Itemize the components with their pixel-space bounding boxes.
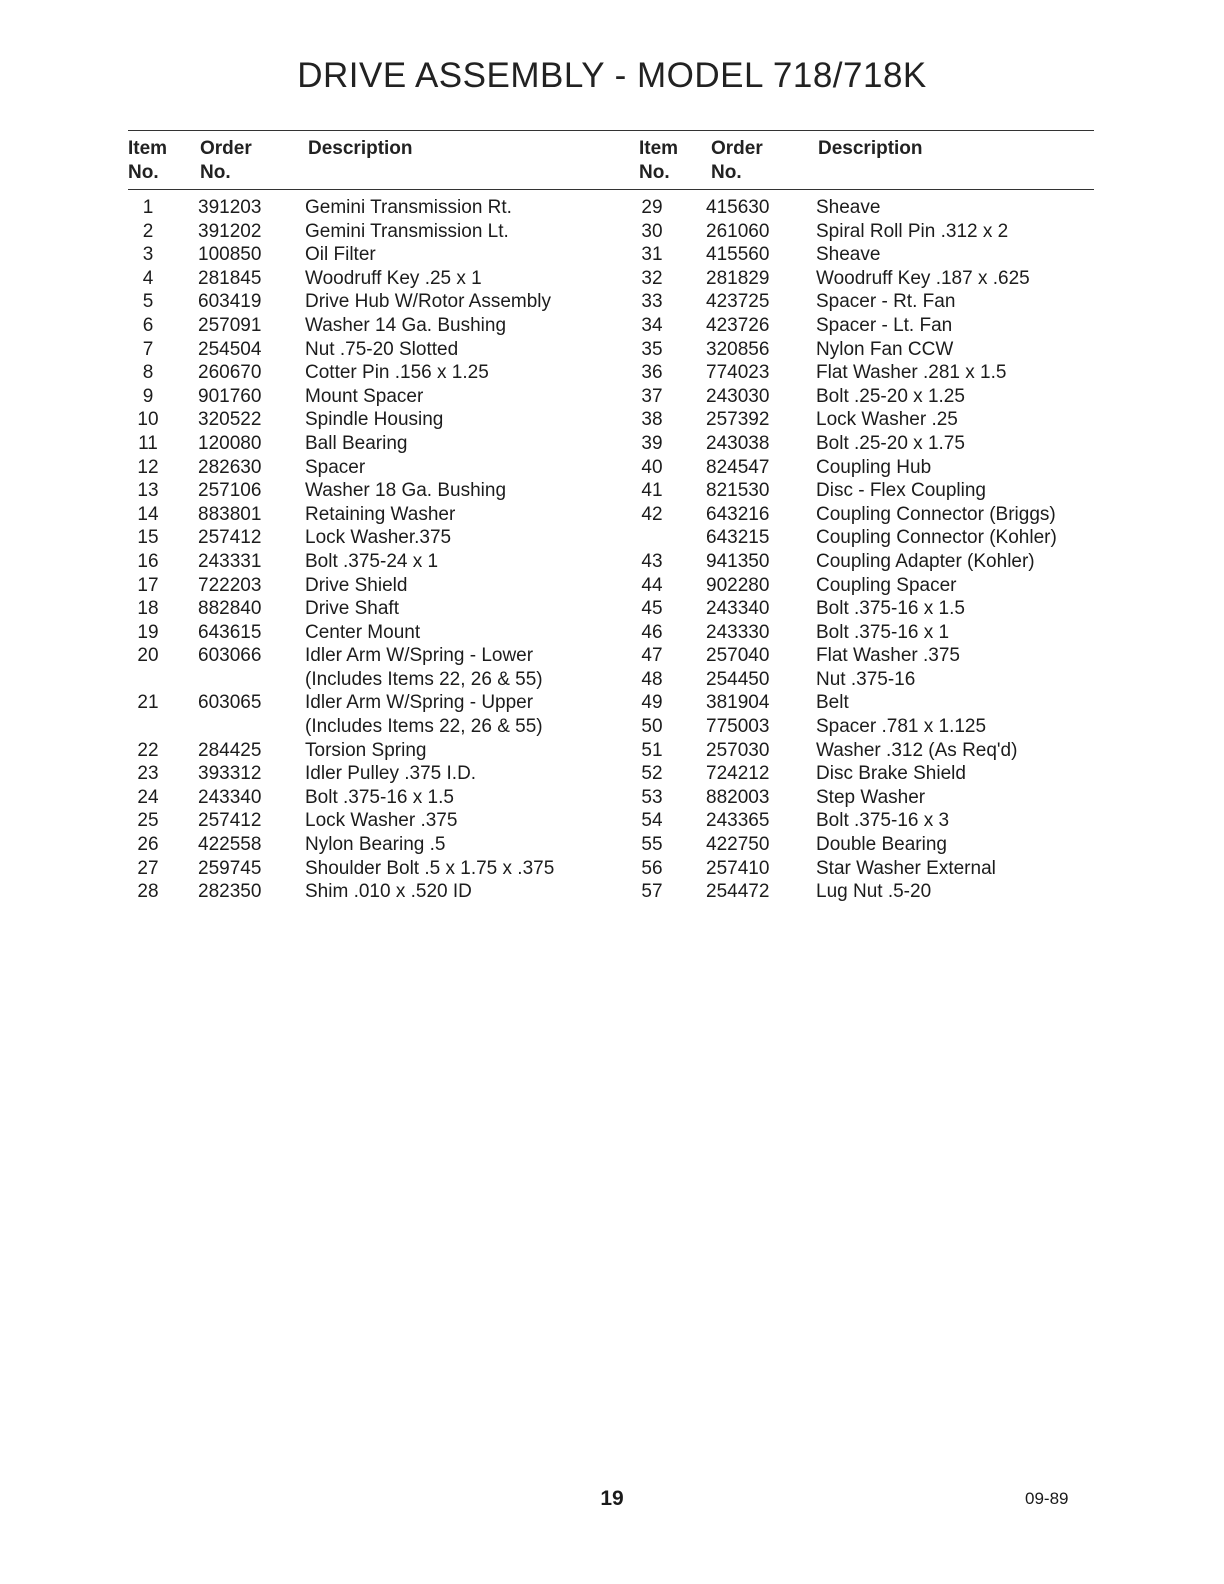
part-description: Spacer .781 x 1.125	[816, 716, 987, 738]
item-number: 27	[137, 857, 159, 879]
part-description: Belt	[816, 692, 849, 714]
table-header-rule	[128, 189, 1094, 190]
item-number: 30	[641, 220, 663, 242]
part-description: Idler Arm W/Spring - Lower	[305, 645, 534, 667]
item-number: 42	[641, 503, 663, 525]
part-description: Gemini Transmission Rt.	[305, 197, 512, 218]
table-row	[128, 220, 628, 244]
order-number: 902280	[706, 574, 770, 596]
item-number: 51	[641, 739, 663, 761]
part-description: Flat Washer .375	[816, 645, 960, 667]
part-description: Bolt .25-20 x 1.25	[816, 385, 965, 407]
order-number: 320522	[198, 409, 262, 431]
order-number: 643615	[198, 621, 262, 643]
item-number: 16	[137, 550, 159, 572]
table-row	[636, 290, 1096, 314]
item-number: 50	[641, 716, 663, 738]
part-description: Spacer	[305, 456, 366, 478]
table-row	[128, 361, 628, 385]
part-description: Sheave	[816, 197, 881, 218]
table-row	[636, 833, 1096, 857]
page-number: 19	[600, 1487, 624, 1510]
item-number: 45	[641, 598, 663, 620]
table-row	[128, 196, 628, 220]
header-order-no-right	[711, 137, 763, 185]
table-row	[636, 739, 1096, 763]
part-description: (Includes Items 22, 26 & 55)	[305, 716, 543, 738]
part-description: Lock Washer .375	[305, 810, 458, 832]
part-description: Coupling Adapter (Kohler)	[816, 550, 1035, 572]
header-no-label: No.	[128, 162, 159, 183]
part-description: Idler Arm W/Spring - Upper	[305, 692, 534, 714]
table-row	[636, 621, 1096, 645]
part-description: Ball Bearing	[305, 432, 408, 454]
order-number: 381904	[706, 692, 770, 714]
item-number: 52	[641, 763, 663, 785]
header-item-label: Item	[128, 138, 168, 159]
order-number: 257091	[198, 314, 262, 336]
item-number: 18	[137, 598, 159, 620]
item-number: 34	[641, 314, 663, 336]
table-row	[636, 361, 1096, 385]
order-number: 415560	[706, 244, 770, 266]
part-description: Coupling Hub	[816, 456, 932, 478]
item-number: 11	[138, 432, 158, 454]
item-number: 26	[137, 834, 159, 856]
item-number: 9	[142, 385, 154, 407]
table-row	[636, 597, 1096, 621]
table-row	[636, 479, 1096, 503]
header-item-no-left	[128, 137, 167, 185]
order-number: 393312	[198, 763, 262, 785]
table-row	[636, 432, 1096, 456]
part-description: Center Mount	[305, 621, 421, 643]
order-number: 100850	[198, 244, 262, 266]
part-description: Oil Filter	[305, 244, 376, 266]
table-row	[636, 243, 1096, 267]
part-description: Cotter Pin .156 x 1.25	[305, 362, 489, 384]
part-description: Nut .375-16	[816, 668, 916, 690]
item-number: 56	[641, 857, 663, 879]
order-number: 243340	[706, 598, 770, 620]
part-description: Bolt .25-20 x 1.75	[816, 432, 965, 454]
item-number: 44	[641, 574, 663, 596]
item-number: 38	[641, 409, 663, 431]
order-number: 243340	[198, 786, 262, 808]
order-number: 882003	[706, 786, 770, 808]
table-row	[128, 833, 628, 857]
order-number: 243365	[706, 810, 770, 832]
table-row	[128, 267, 628, 291]
item-number: 20	[137, 645, 159, 667]
order-number: 257412	[198, 527, 262, 549]
part-description: Sheave	[816, 244, 881, 266]
order-number: 257412	[198, 810, 262, 832]
order-number: 282630	[198, 456, 262, 478]
table-row	[128, 691, 628, 715]
header-description-label: Description	[818, 138, 923, 159]
item-number: 55	[641, 834, 663, 856]
table-row	[636, 408, 1096, 432]
part-description: Gemini Transmission Lt.	[305, 220, 509, 242]
order-number: 257040	[706, 645, 770, 667]
part-description: Star Washer External	[816, 857, 996, 879]
item-number: 24	[137, 786, 159, 808]
table-row	[636, 574, 1096, 598]
table-row	[128, 715, 628, 739]
header-no-label: No.	[200, 162, 231, 183]
item-number: 13	[137, 480, 159, 502]
item-number: 53	[641, 786, 663, 808]
part-description: Drive Hub W/Rotor Assembly	[305, 291, 552, 313]
part-description: Woodruff Key .25 x 1	[305, 267, 482, 289]
part-description: Coupling Connector (Briggs)	[816, 503, 1056, 525]
order-number: 774023	[706, 362, 770, 384]
table-row	[636, 809, 1096, 833]
part-description: Spacer - Lt. Fan	[816, 314, 953, 336]
item-number: 23	[137, 763, 159, 785]
part-description: Mount Spacer	[305, 385, 424, 407]
part-description: Drive Shield	[305, 574, 408, 596]
table-row	[128, 668, 628, 692]
order-number: 603066	[198, 645, 262, 667]
table-row	[128, 243, 628, 267]
item-number: 14	[137, 503, 159, 525]
part-description: Washer 14 Ga. Bushing	[305, 314, 507, 336]
part-description: Coupling Connector (Kohler)	[816, 527, 1057, 549]
item-number: 19	[137, 621, 159, 643]
item-number: 57	[641, 881, 663, 903]
order-number: 603419	[198, 291, 262, 313]
item-number: 6	[142, 314, 154, 336]
part-description: (Includes Items 22, 26 & 55)	[305, 668, 543, 690]
order-number: 901760	[198, 385, 262, 407]
table-row	[128, 314, 628, 338]
item-number: 37	[641, 385, 663, 407]
table-row	[636, 526, 1096, 550]
order-number: 254450	[706, 668, 770, 690]
header-order-no-left	[200, 137, 252, 185]
order-number: 415630	[706, 197, 770, 218]
table-row	[636, 644, 1096, 668]
header-description-left	[308, 137, 413, 161]
order-number: 259745	[198, 857, 262, 879]
table-row	[128, 526, 628, 550]
table-row	[128, 644, 628, 668]
part-description: Disc Brake Shield	[816, 763, 966, 785]
order-number: 257106	[198, 480, 262, 502]
order-number: 254472	[706, 881, 770, 903]
table-row	[636, 196, 1096, 220]
order-number: 320856	[706, 338, 770, 360]
part-description: Nut .75-20 Slotted	[305, 338, 459, 360]
part-description: Lock Washer.375	[305, 527, 452, 549]
item-number: 15	[137, 527, 159, 549]
header-item-no-right	[639, 137, 678, 185]
part-description: Step Washer	[816, 786, 926, 808]
item-number: 47	[641, 645, 663, 667]
part-description: Nylon Bearing .5	[305, 834, 446, 856]
item-number: 17	[137, 574, 159, 596]
part-description: Bolt .375-16 x 1	[816, 621, 950, 643]
table-row	[636, 385, 1096, 409]
item-number: 31	[641, 244, 663, 266]
order-number: 603065	[198, 692, 262, 714]
order-number: 257410	[706, 857, 770, 879]
table-row	[636, 220, 1096, 244]
header-no-label: No.	[711, 162, 742, 183]
part-description: Bolt .375-24 x 1	[305, 550, 439, 572]
order-number: 643215	[706, 527, 770, 549]
part-description: Nylon Fan CCW	[816, 338, 954, 360]
part-description: Flat Washer .281 x 1.5	[816, 362, 1007, 384]
table-row	[636, 338, 1096, 362]
table-row	[636, 668, 1096, 692]
table-row	[128, 479, 628, 503]
table-top-rule	[128, 130, 1094, 131]
item-number: 21	[137, 692, 159, 714]
table-row	[128, 550, 628, 574]
table-row	[636, 267, 1096, 291]
order-number: 243331	[198, 550, 262, 572]
part-description: Spiral Roll Pin .312 x 2	[816, 220, 1009, 242]
item-number: 43	[641, 550, 663, 572]
table-row	[128, 597, 628, 621]
order-number: 882840	[198, 598, 262, 620]
item-number: 32	[641, 267, 663, 289]
part-description: Disc - Flex Coupling	[816, 480, 986, 502]
part-description: Spindle Housing	[305, 409, 444, 431]
date-code: 09-89	[1025, 1489, 1069, 1508]
order-number: 821530	[706, 480, 770, 502]
item-number: 54	[641, 810, 663, 832]
order-number: 422750	[706, 834, 770, 856]
part-description: Shim .010 x .520 ID	[305, 881, 472, 903]
part-description: Torsion Spring	[305, 739, 427, 761]
table-row	[128, 503, 628, 527]
item-number: 10	[137, 409, 159, 431]
table-row	[128, 432, 628, 456]
item-number: 2	[142, 220, 154, 242]
part-description: Idler Pulley .375 I.D.	[305, 763, 477, 785]
order-number: 724212	[706, 763, 770, 785]
part-description: Lug Nut .5-20	[816, 881, 932, 903]
part-description: Washer .312 (As Req'd)	[816, 739, 1018, 761]
part-description: Washer 18 Ga. Bushing	[305, 480, 507, 502]
item-number: 1	[142, 197, 154, 218]
order-number: 824547	[706, 456, 770, 478]
table-row	[128, 786, 628, 810]
table-row	[128, 385, 628, 409]
header-item-label: Item	[639, 138, 679, 159]
item-number: 41	[641, 480, 663, 502]
part-description: Double Bearing	[816, 834, 947, 856]
item-number: 29	[641, 197, 663, 218]
table-row	[128, 338, 628, 362]
part-description: Woodruff Key .187 x .625	[816, 267, 1030, 289]
table-row	[128, 762, 628, 786]
order-number: 254504	[198, 338, 262, 360]
part-description: Lock Washer .25	[816, 409, 958, 431]
item-number: 22	[137, 739, 159, 761]
table-row	[636, 857, 1096, 881]
table-row	[128, 809, 628, 833]
header-description-right	[818, 137, 923, 161]
order-number: 261060	[706, 220, 770, 242]
order-number: 120080	[198, 432, 262, 454]
item-number: 36	[641, 362, 663, 384]
order-number: 775003	[706, 716, 770, 738]
table-row	[636, 691, 1096, 715]
table-row	[128, 621, 628, 645]
table-row	[636, 762, 1096, 786]
table-row	[636, 786, 1096, 810]
parts-list-left	[128, 196, 628, 904]
item-number: 5	[142, 291, 154, 313]
order-number: 243038	[706, 432, 770, 454]
item-number: 40	[641, 456, 663, 478]
part-description: Bolt .375-16 x 1.5	[816, 598, 965, 620]
order-number: 243330	[706, 621, 770, 643]
header-description-label: Description	[308, 138, 413, 159]
part-description: Drive Shaft	[305, 598, 399, 620]
table-row	[128, 574, 628, 598]
item-number: 28	[137, 881, 159, 903]
page-title: DRIVE ASSEMBLY - MODEL 718/718K	[297, 56, 927, 95]
item-number: 25	[137, 810, 159, 832]
order-number: 282350	[198, 881, 262, 903]
table-row	[636, 314, 1096, 338]
order-number: 257030	[706, 739, 770, 761]
table-row	[128, 408, 628, 432]
order-number: 722203	[198, 574, 262, 596]
table-row	[636, 715, 1096, 739]
order-number: 883801	[198, 503, 262, 525]
order-number: 284425	[198, 739, 262, 761]
order-number: 941350	[706, 550, 770, 572]
part-description: Spacer - Rt. Fan	[816, 291, 956, 313]
table-row	[636, 880, 1096, 904]
table-row	[636, 503, 1096, 527]
part-description: Bolt .375-16 x 1.5	[305, 786, 454, 808]
order-number: 391202	[198, 220, 262, 242]
order-number: 260670	[198, 362, 262, 384]
table-row	[636, 456, 1096, 480]
order-number: 423725	[706, 291, 770, 313]
item-number: 3	[142, 244, 154, 266]
order-number: 243030	[706, 385, 770, 407]
order-number: 643216	[706, 503, 770, 525]
part-description: Retaining Washer	[305, 503, 456, 525]
item-number: 8	[142, 362, 154, 384]
table-row	[128, 290, 628, 314]
item-number: 35	[641, 338, 663, 360]
item-number: 7	[142, 338, 154, 360]
item-number: 39	[641, 432, 663, 454]
table-row	[128, 739, 628, 763]
part-description: Shoulder Bolt .5 x 1.75 x .375	[305, 857, 555, 879]
item-number: 12	[137, 456, 159, 478]
part-description: Coupling Spacer	[816, 574, 957, 596]
part-description: Bolt .375-16 x 3	[816, 810, 950, 832]
item-number: 4	[142, 267, 154, 289]
order-number: 422558	[198, 834, 262, 856]
header-no-label: No.	[639, 162, 670, 183]
table-row	[128, 880, 628, 904]
item-number: 48	[641, 668, 663, 690]
table-row	[128, 857, 628, 881]
item-number: 49	[641, 692, 663, 714]
order-number: 423726	[706, 314, 770, 336]
table-row	[636, 550, 1096, 574]
order-number: 281845	[198, 267, 262, 289]
order-number: 391203	[198, 197, 262, 218]
item-number: 33	[641, 291, 663, 313]
header-order-label: Order	[200, 138, 252, 159]
parts-list-right	[636, 196, 1096, 904]
order-number: 257392	[706, 409, 770, 431]
item-number: 46	[641, 621, 663, 643]
table-row	[128, 456, 628, 480]
order-number: 281829	[706, 267, 770, 289]
header-order-label: Order	[711, 138, 763, 159]
